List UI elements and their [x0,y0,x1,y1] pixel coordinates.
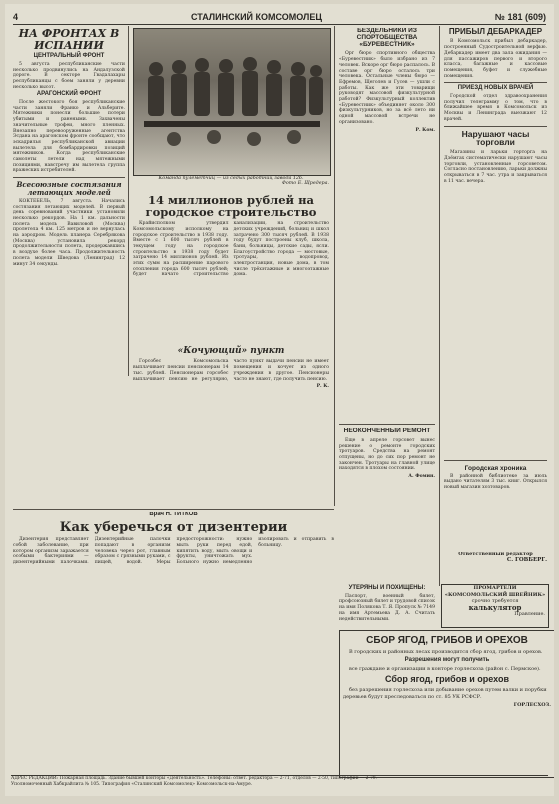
berries-text: В городских и районных лесах производится сбор ягод, грибов и орехов. [349,648,543,655]
berries-warning-text: без разрешения горлесхоза или добывание орехов путем валки и порубки деревьев будут преследоваться по ст. 85 УК РСФСР. [343,687,547,700]
promartel-contact: Правление. [514,611,545,617]
sport-text: Орг бюро спортивного общества «Буревестник» было избрано из 7 человек. Вскоре орг бюро распалось. В составе орг бюро осталось три человека. Остальные члены бюро — Ефремов, Щеголев и Гусев — ушли с работы. Как же эти товарищи руководят массовой физкультурной работой? Физкультурный коллектив «Буревестник» объединяет около 300 физкультурников, но за всё лето ни одной массовой встречи не организовано. [339,51,435,125]
sport-headline: БЕЗДЕЛЬНИКИ ИЗ СПОРТОБЩЕСТВА «БУРЕВЕСТНИК» [356,28,418,48]
repair-text: Еще в апреле горсовет вынес решение о ремонте городских тротуаров. Средства на ремонт отпущены, но до сих пор ремонт не закончен. Тротуары на главной улице находятся в плохом состоянии. [339,437,435,472]
sport-column [339,28,435,423]
doctors-text: Городской отдел здравоохранения получил телеграмму о том, что в ближайшее время в Комсомольск из Москвы и Ленинграда выезжают 12 врачей. [444,94,547,122]
lost-headline: УТЕРЯНЫ И ПОХИЩЕНЫ: [348,585,426,591]
photo-caption: Команда пулеметчиц — из седых работниц завода 126. [158,176,304,181]
column-five [444,28,547,458]
repair-article [339,428,435,578]
construction-headline: 14 миллионов рублей на городское строительство [145,194,317,220]
central-front-heading: ЦЕНТРАЛЬНЫЙ ФРОНТ [33,53,105,60]
footer-print: Уполномоченный Хабкрайлита № 105. Типография «Сталинский Комсомолец» Комсомольск-на-Амуре. [11,782,253,787]
photo-credit: Фото Е. Щредера. [281,181,329,186]
berries-permit-heading: Разрешения могут получить [404,657,490,663]
editor-name: С. ГОВБЕРГ. [506,556,547,563]
berries-signature: ГОРЛЕСХОЗ. [513,702,551,709]
berries-permit-text: все граждане и организации в конторе горлесхоза (район с. Пермское). [349,665,541,672]
paper-name: СТАЛИНСКИЙ КОМСОМОЛЕЦ [190,12,322,22]
models-headline: Всесоюзные состязания летающих моделей [16,180,122,197]
repair-signature: А. Фомин. [408,474,435,480]
kochuy-article [133,344,329,504]
page-number: 4 [13,12,19,22]
chronicle-headline: Городская хроника [464,465,527,472]
masthead [13,10,546,25]
spain-column [13,28,125,373]
kochuy-headline: «Кочующий» пункт [177,346,285,356]
promartel-role: калькулятор [468,602,522,612]
repair-headline: НЕОКОНЧЕННЫЙ РЕМОНТ [343,428,431,434]
issue-number: № 181 (609) [494,12,546,22]
photo-figures [134,29,330,175]
lost-notice [339,584,435,624]
central-front-text: 5 августа республиканские части несколько продвинулись на Андалузской дороге. В секторе Гвадалахары республиканцы с боем заняли у деревни несколько высот. [13,61,125,90]
chronicle-text: В районной библиотеке за июль выдано читателям 3 тыс. книг. Открылся новый магазин хозтоваров. [444,473,547,491]
kochuy-text: Горсобес Комсомольска выплачивает пенсии пенсионерам 14 тыс. рублей. Пенсионерам горсобес выплачивает пенсию не регулярно, часто пункт выдачи пенсии не имеет помещения и кочует из одного учреждения в другое. Пенсионеры часто не знают, где получить пенсию. [133,359,329,382]
footer [11,775,548,790]
debarkader-headline: ПРИБЫЛ ДЕБАРКАДЕР [448,28,543,36]
construction-text: Крайисполком утвердил Комсомольскому исполкому на городское строительство в 1938 году. Вместе с 1 600 тысяч рублей в текущем году на городское строительство в 1938 году будет затрачено 14 миллионов рублей. Из этих сумм на расширение парового отопления города 600 тысяч рублей; будет начато строительство канализации, на строительство детских учреждений, больниц и школ затрачено 300 тысяч рублей. В 1938 году будут построены клуб, школа, бани, больницы, детские сады, ясли. Благоустройство города — мостовые, тротуары, водопровод, электростанция, новые дома, в том числе трёхэтажные и многоэтажные дома. [133,221,329,278]
spain-headline: НА ФРОНТАХ В ИСПАНИИ [18,28,120,52]
dysentery-author: Врач Н. ТИТКОВ [149,512,198,517]
promartel-title: ПРОМАРТЕЛИ «КОМСОМОЛЬСКИЙ ШВЕЙНИК» [444,585,546,598]
debarkader-text: В Комсомольск прибыл дебаркадер, построенный Судостроительной верфью. Дебаркадер имеет два зала ожидания — для пассажиров первого и второго класса, багажные и кассовые помещения, буфет и служебные помещения. [444,39,547,79]
doctors-heading: ПРИЕЗД НОВЫХ ВРАЧЕЙ [457,85,534,92]
city-chronicle [444,464,547,544]
kochuy-signature: Р. К. [316,384,329,390]
dysentery-text: Дизентерия представляет собой заболевание, при котором организм заражается особыми бактериями — дизентерийными палочками. Дизентерийные палочки попадают в организм человека через рот, главным образом с грязными руками, с пищей, водой. Меры предосторожности: нужно мыть руки перед едой, кипятить воду, мыть овощи и фрукты, уничтожать мух. Больного нужно немедленно изолировать и отправить в больницу. [13,537,334,566]
aragon-front-text: После жестокого боя республиканские части заняли Франко и Альберите. Мятежники понесли большие потери убитыми и ранеными. Захвачены значительные трофеи, много пленных. Внезапно перевооруженные агентства Эсдана на арагонском фронте сообщают, что эскадрилья республиканской авиации вылетела для бомбардировки позиций мятежников. Когда республиканские самолеты летели над мятежными позициями, навстречу им вылетела группа вражеских истребителей. [13,100,125,174]
team-photo [133,28,331,176]
berries-ad [339,630,554,778]
promartel-ad [441,584,549,628]
models-text: КОКТЕБЕЛЬ, 7 августа. Начались состязания летающих моделей. В первый день соревнований участники установили несколько рекордов. На 1 км. дальности полета модель Вавиловой (Москва) пролетела 4 км. 125 метров и не вернулась на аэродром. Модель планера Серебрякова (Москва) установила рекорд продолжительности полета, продержавшись в воздухе более часа. Продолжительность полета модели Шведова (Ленинград) 12 минут 34 секунды. [13,198,125,267]
dysentery-article [13,512,334,774]
berries-headline-2: Сбор ягод, грибов и орехов [384,674,509,684]
editor-block [444,552,547,578]
trade-hours-text: Магазины и ларьки горторга на Дзёмгах систематически нарушают часы торговли, установленные горсоветом. Согласно постановлению, ларьки должны открываться в 7 час. утра и закрываться в 11 час. вечера. [444,150,547,184]
newspaper-page [5,4,554,796]
dysentery-headline: Как уберечься от дизентерии [59,519,288,535]
promartel-need: срочно требуется [471,598,519,604]
trade-hours-headline: Нарушают часы торговли [461,128,530,148]
footer-address: АДРЕС РЕДАКЦИИ: Пожарная площадь. Здание бывшей конторы «Деятельность». Телефоны: ответ. редактора — 2-71, отделов — 2-50, типографии — 2-79. [11,776,377,781]
photo-caption-block [133,176,329,186]
berries-headline: СБОР ЯГОД, ГРИБОВ И ОРЕХОВ [366,635,528,646]
lost-text: Паспорт, военный билет, профсоюзный билет и трудовой список на имя Полякова Т. Я. Пропуск № 7149 на имя Артемьева Д. А. Считать недействительными. [339,593,435,622]
editor-label: Ответственный редактор [458,552,533,557]
aragon-front-heading: АРАГОНСКИЙ ФРОНТ [36,91,102,98]
sport-signature: Р. Ком. [415,127,435,133]
construction-article [133,194,329,339]
